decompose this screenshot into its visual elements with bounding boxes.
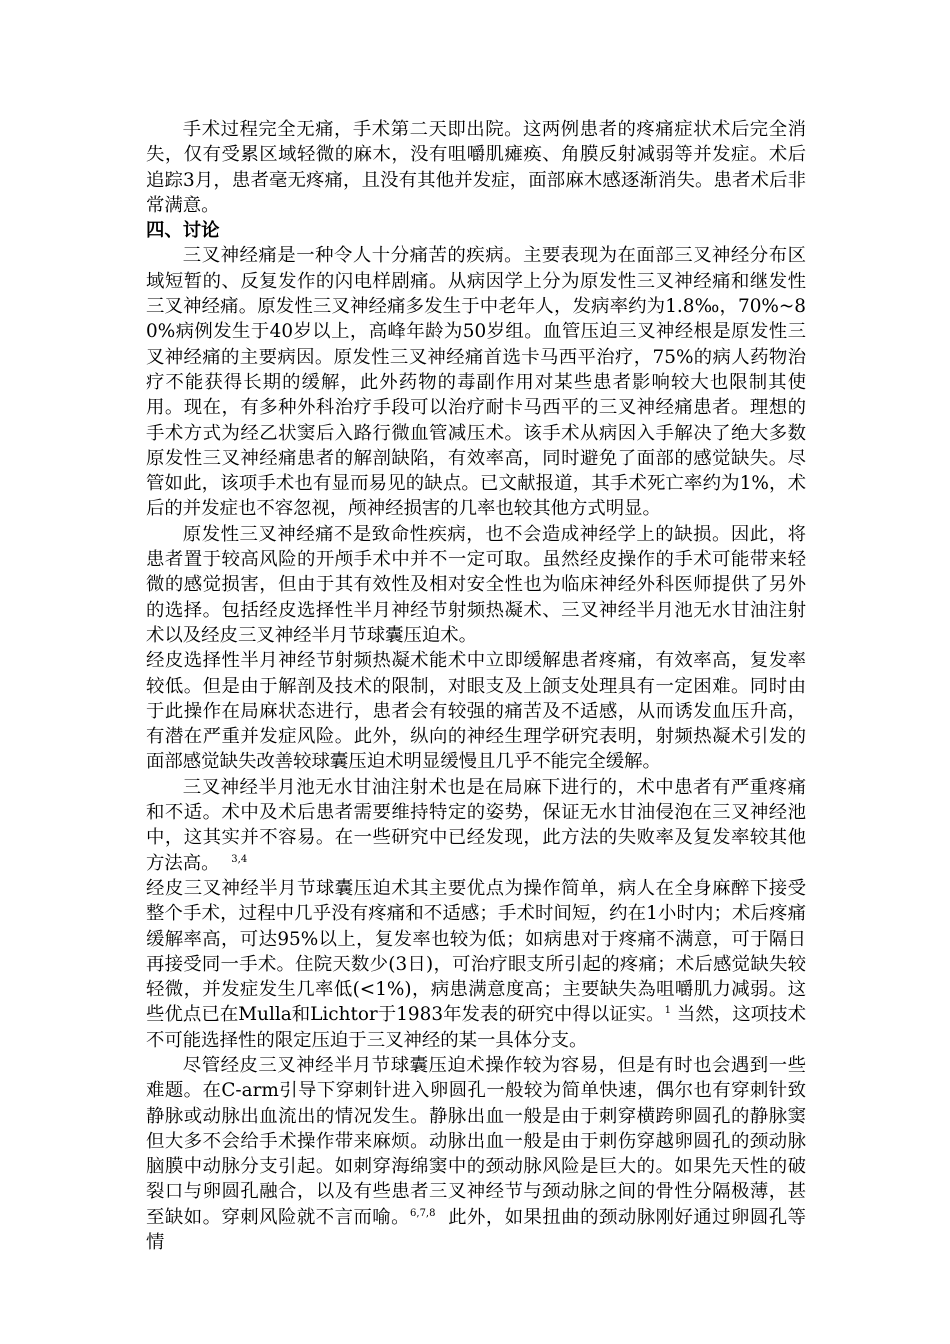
citation-ref: 1 (664, 1005, 671, 1017)
paragraph-balloon-compression (146, 876, 806, 1053)
paragraph-glycerol-injection (146, 775, 806, 876)
paragraph-percutaneous-options: 原发性三叉神经痛不是致命性疾病，也不会造成神经学上的缺损。因此，将患者置于较高风险的开颅手术中并不一定可取。虽然经皮操作的手术可能带来轻微的感觉损害，但由于其有效性及相对安全性也为临床神经外科医师提供了另外的选择。包括经皮选择性半月神经节射频热凝术、三叉神经半月池无水甘油注射术以及经皮三叉神经半月节球囊压迫术。 (146, 523, 806, 646)
paragraph-balloon-tail: 当然，这项技术不可能选择性的限定压迫于三叉神经的某一具体分支。 (146, 1004, 806, 1051)
section-heading-discussion: 四、讨论 (146, 220, 220, 242)
paragraph-radiofrequency: 经皮选择性半月神经节射频热凝术能术中立即缓解患者疼痛，有效率高，复发率较低。但是由于解剖及技术的限制，对眼支及上颌支处理具有一定困难。同时由于此操作在局麻状态进行，患者会有较强的痛苦及不适感，从而诱发血压升高，有潜在严重并发症风险。此外，纵向的神经生理学研究表明，射频热凝术引发的面部感觉缺失改善较球囊压迫术明显缓慢且几乎不能完全缓解。 (146, 650, 806, 773)
paragraph-puncture-text: 尽管经皮三叉神经半月节球囊压迫术操作较为容易，但是有时也会遇到一些难题。在C-arm引导下穿刺针进入卵圆孔一般较为简单快速，偶尔也有穿刺针致静脉或动脉出血流出的情况发生。静脉出血一般是由于刺穿横跨卵圆孔的静脉窦但大多不会给手术操作带来麻烦。动脉出血一般是由于刺伤穿越卵圆孔的颈动脉脑膜中动脉分支引起。如刺穿海绵窦中的颈动脉风险是巨大的。如果先天性的破裂口与卵圆孔融合，以及有些患者三叉神经节与颈动脉之间的骨性分隔极薄，甚至缺如。穿刺风险就不言而喻。 (146, 1054, 806, 1228)
citation-ref: 6,7,8 (410, 1207, 436, 1219)
paragraph-puncture-tail: 此外，如果扭曲的颈动脉刚好通过卵圆孔等情 (146, 1206, 806, 1254)
paragraph-surgery-outcome: 手术过程完全无痛，手术第二天即出院。这两例患者的疼痛症状术后完全消失，仅有受累区域轻微的麻木，没有咀嚼肌瘫痪、角膜反射减弱等并发症。术后追踪3月，患者毫无疼痛，且没有其他并发症，面部麻木感逐渐消失。患者术后非常满意。 (146, 119, 806, 216)
paragraph-trigeminal-overview: 三叉神经痛是一种令人十分痛苦的疾病。主要表现为在面部三叉神经分布区域短暂的、反复发作的闪电样剧痛。从病因学上分为原发性三叉神经痛和继发性三叉神经痛。原发性三叉神经痛多发生于中老年人，发病率约为1.8‰，70%~80%病例发生于40岁以上，高峰年龄为50岁组。血管压迫三叉神经根是原发性三叉神经痛的主要病因。原发性三叉神经痛首选卡马西平治疗，75%的病人药物治疗不能获得长期的缓解，此外药物的毒副作用对某些患者影响较大也限制其使用。现在，有多种外科治疗手段可以治疗耐卡马西平的三叉神经痛患者。理想的手术方式为经乙状窦后入路行微血管减压术。该手术从病因入手解决了绝大多数原发性三叉神经痛患者的解剖缺陷，有效率高，同时避免了面部的感觉缺失。尽管如此，该项手术也有显而易见的缺点。已文献报道，其手术死亡率约为1%，术后的并发症也不容忽视，颅神经损害的几率也较其他方式明显。 (146, 245, 806, 520)
paragraph-puncture-risks (146, 1053, 806, 1255)
document-page (146, 117, 806, 1255)
paragraph-balloon-text: 经皮三叉神经半月节球囊压迫术其主要优点为操作简单，病人在全身麻醉下接受整个手术，过程中几乎没有疼痛和不适感；手术时间短，约在1小时内；术后疼痛缓解率高，可达95%以上，复发率也较为低；如病患对于疼痛不满意，可于隔日再接受同一手术。住院天数少(3日)，可治疗眼支所引起的疼痛；术后感觉缺失较轻微，并发症发生几率低(<1%)，病患满意度高；主要缺失為咀嚼肌力减弱。这些优点已在Mulla和Lichtor于1983年发表的研究中得以证实。 (146, 877, 806, 1026)
citation-ref: 3,4 (231, 853, 248, 865)
paragraph-glycerol-text: 三叉神经半月池无水甘油注射术也是在局麻下进行的，术中患者有严重疼痛和不适。术中及术后患者需要维持特定的姿势，保证无水甘油侵泡在三叉神经池中，这其实并不容易。在一些研究中已经发现，此方法的失败率及复发率较其他方法高。 (146, 776, 806, 874)
